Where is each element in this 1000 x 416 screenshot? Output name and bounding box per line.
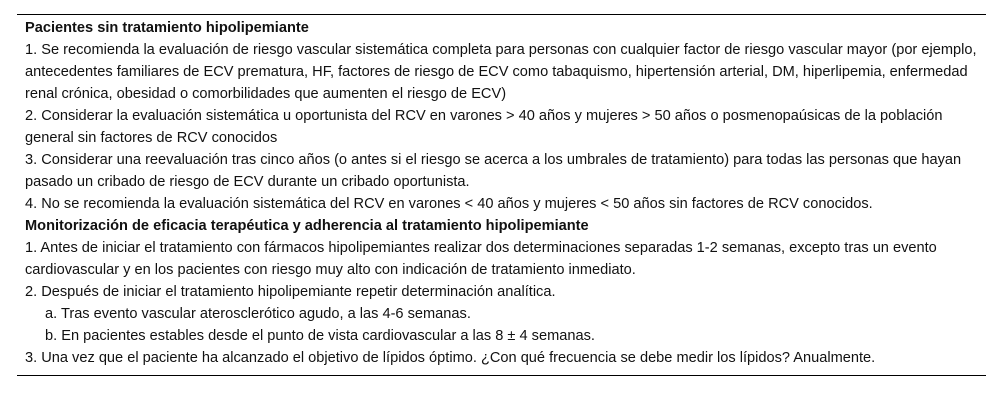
section-heading-untreated: Pacientes sin tratamiento hipolipemiante bbox=[25, 20, 309, 36]
monitoring-subitem-b: b. En pacientes estables desde el punto de vista cardiovascular a las 8 ± 4 semanas. bbox=[45, 328, 595, 344]
untreated-item-3: 3. Considerar una reevaluación tras cinco años (o antes si el riesgo se acerca a los umbrales de tratamiento) para todas las personas que hayan pasado un cribado de riesgo de ECV durante un cribado oportunista. bbox=[25, 152, 962, 190]
monitoring-item-3: 3. Una vez que el paciente ha alcanzado el objetivo de lípidos óptimo. ¿Con qué frecuencia se debe medir los lípidos? Anualmente. bbox=[25, 350, 876, 366]
monitoring-subitem-a: a. Tras evento vascular aterosclerótico agudo, a las 4-6 semanas. bbox=[45, 306, 471, 322]
untreated-item-4: 4. No se recomienda la evaluación sistemática del RCV en varones < 40 años y mujeres < 50 años sin factores de RCV conocidos. bbox=[25, 196, 873, 212]
monitoring-item-1: 1. Antes de iniciar el tratamiento con fármacos hipolipemiantes realizar dos determinaciones separadas 1-2 semanas, excepto tras un evento cardiovascular y en los pacientes con riesgo muy alto con indicación de tratamiento inmediato. bbox=[25, 240, 937, 278]
recommendations-table bbox=[17, 14, 986, 376]
section-heading-monitoring: Monitorización de eficacia terapéutica y adherencia al tratamiento hipolipemiante bbox=[25, 218, 589, 234]
untreated-item-1: 1. Se recomienda la evaluación de riesgo vascular sistemática completa para personas con cualquier factor de riesgo vascular mayor (por ejemplo, antecedentes familiares de ECV prematura, HF, factores de riesgo de ECV como tabaquismo, hipertensión arterial, DM, hiperlipemia, enfermedad renal crónica, obesidad o comorbilidades que aumenten el riesgo de ECV) bbox=[25, 42, 977, 102]
untreated-item-2: 2. Considerar la evaluación sistemática u oportunista del RCV en varones > 40 años y mujeres > 50 años o posmenopaúsicas de la población general sin factores de RCV conocidos bbox=[25, 108, 943, 146]
monitoring-item-2: 2. Después de iniciar el tratamiento hipolipemiante repetir determinación analítica. bbox=[25, 284, 556, 300]
